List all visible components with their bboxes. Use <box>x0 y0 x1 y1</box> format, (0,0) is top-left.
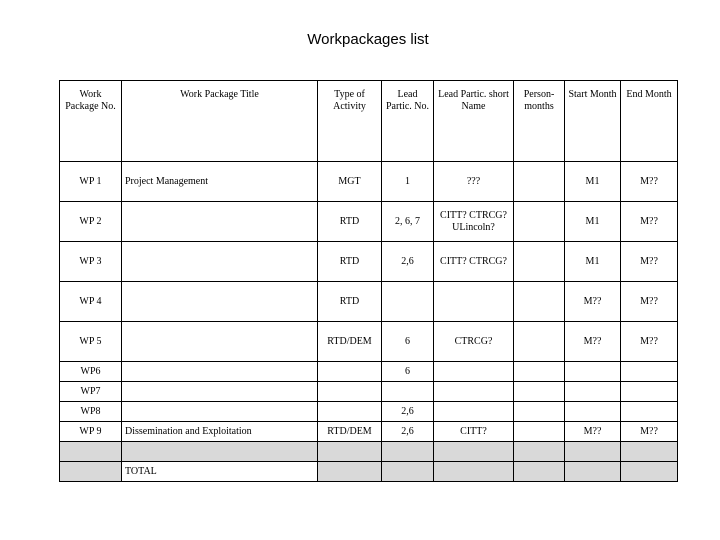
wp-person-months <box>514 242 565 282</box>
wp-lead-no: 1 <box>382 162 434 202</box>
wp-no: WP7 <box>60 382 122 402</box>
wp-type <box>318 382 382 402</box>
wp-lead-no: 6 <box>382 362 434 382</box>
wp-start: M1 <box>565 242 621 282</box>
wp-title <box>122 382 318 402</box>
wp-type: RTD <box>318 202 382 242</box>
total-label: TOTAL <box>122 462 318 482</box>
header-start-month: Start Month <box>565 81 621 162</box>
total-row <box>60 462 678 482</box>
wp-type <box>318 362 382 382</box>
wp-no: WP 4 <box>60 282 122 322</box>
wp-no: WP 9 <box>60 422 122 442</box>
wp-person-months <box>514 402 565 422</box>
table-row <box>60 382 678 402</box>
wp-person-months <box>514 202 565 242</box>
table-row <box>60 422 678 442</box>
header-lead-partic-name: Lead Partic. short Name <box>434 81 514 162</box>
table-row <box>60 282 678 322</box>
wp-title <box>122 282 318 322</box>
wp-title <box>122 202 318 242</box>
wp-start: M?? <box>565 282 621 322</box>
wp-title: Dissemination and Exploitation <box>122 422 318 442</box>
wp-lead-no <box>382 382 434 402</box>
header-wp-no: Work Package No. <box>60 81 122 162</box>
wp-lead-no: 6 <box>382 322 434 362</box>
wp-start: M1 <box>565 202 621 242</box>
header-activity-type: Type of Activity <box>318 81 382 162</box>
table-row <box>60 322 678 362</box>
wp-start: M1 <box>565 162 621 202</box>
wp-lead-name <box>434 282 514 322</box>
wp-lead-no: 2,6 <box>382 402 434 422</box>
wp-start: M?? <box>565 422 621 442</box>
wp-end <box>621 402 678 422</box>
wp-start <box>565 362 621 382</box>
wp-title <box>122 322 318 362</box>
table-row <box>60 202 678 242</box>
table-row <box>60 242 678 282</box>
wp-type: RTD/DEM <box>318 322 382 362</box>
wp-person-months <box>514 362 565 382</box>
header-end-month: End Month <box>621 81 678 162</box>
wp-start <box>565 402 621 422</box>
wp-lead-name <box>434 402 514 422</box>
workpackages-table <box>59 80 678 482</box>
wp-end: M?? <box>621 422 678 442</box>
wp-lead-name: ??? <box>434 162 514 202</box>
wp-person-months <box>514 162 565 202</box>
wp-title <box>122 402 318 422</box>
wp-person-months <box>514 322 565 362</box>
page-title: Workpackages list <box>307 31 429 48</box>
wp-lead-name <box>434 362 514 382</box>
wp-end <box>621 362 678 382</box>
wp-no: WP 3 <box>60 242 122 282</box>
wp-type: MGT <box>318 162 382 202</box>
wp-end: M?? <box>621 282 678 322</box>
wp-end: M?? <box>621 162 678 202</box>
header-lead-partic-no: Lead Partic. No. <box>382 81 434 162</box>
header-wp-title: Work Package Title <box>122 81 318 162</box>
wp-end <box>621 382 678 402</box>
wp-no: WP 5 <box>60 322 122 362</box>
wp-lead-name: CITT? CTRCG? <box>434 242 514 282</box>
table-row <box>60 362 678 382</box>
wp-type <box>318 402 382 422</box>
wp-type: RTD <box>318 282 382 322</box>
wp-person-months <box>514 382 565 402</box>
wp-no: WP 1 <box>60 162 122 202</box>
header-row <box>60 81 678 162</box>
wp-no: WP6 <box>60 362 122 382</box>
wp-title: Project Management <box>122 162 318 202</box>
wp-lead-name <box>434 382 514 402</box>
wp-lead-no: 2,6 <box>382 422 434 442</box>
wp-start <box>565 382 621 402</box>
wp-lead-no: 2,6 <box>382 242 434 282</box>
table-row <box>60 402 678 422</box>
wp-end: M?? <box>621 202 678 242</box>
wp-lead-no <box>382 282 434 322</box>
wp-lead-name: CTRCG? <box>434 322 514 362</box>
blank-row <box>60 442 678 462</box>
header-person-months: Person-months <box>514 81 565 162</box>
wp-end: M?? <box>621 242 678 282</box>
wp-person-months <box>514 422 565 442</box>
wp-type: RTD/DEM <box>318 422 382 442</box>
wp-no: WP8 <box>60 402 122 422</box>
wp-no: WP 2 <box>60 202 122 242</box>
wp-lead-name: CITT? CTRCG? ULincoln? <box>434 202 514 242</box>
table-row <box>60 162 678 202</box>
wp-type: RTD <box>318 242 382 282</box>
wp-lead-no: 2, 6, 7 <box>382 202 434 242</box>
wp-lead-name: CITT? <box>434 422 514 442</box>
wp-start: M?? <box>565 322 621 362</box>
wp-title <box>122 362 318 382</box>
wp-end: M?? <box>621 322 678 362</box>
wp-person-months <box>514 282 565 322</box>
wp-title <box>122 242 318 282</box>
